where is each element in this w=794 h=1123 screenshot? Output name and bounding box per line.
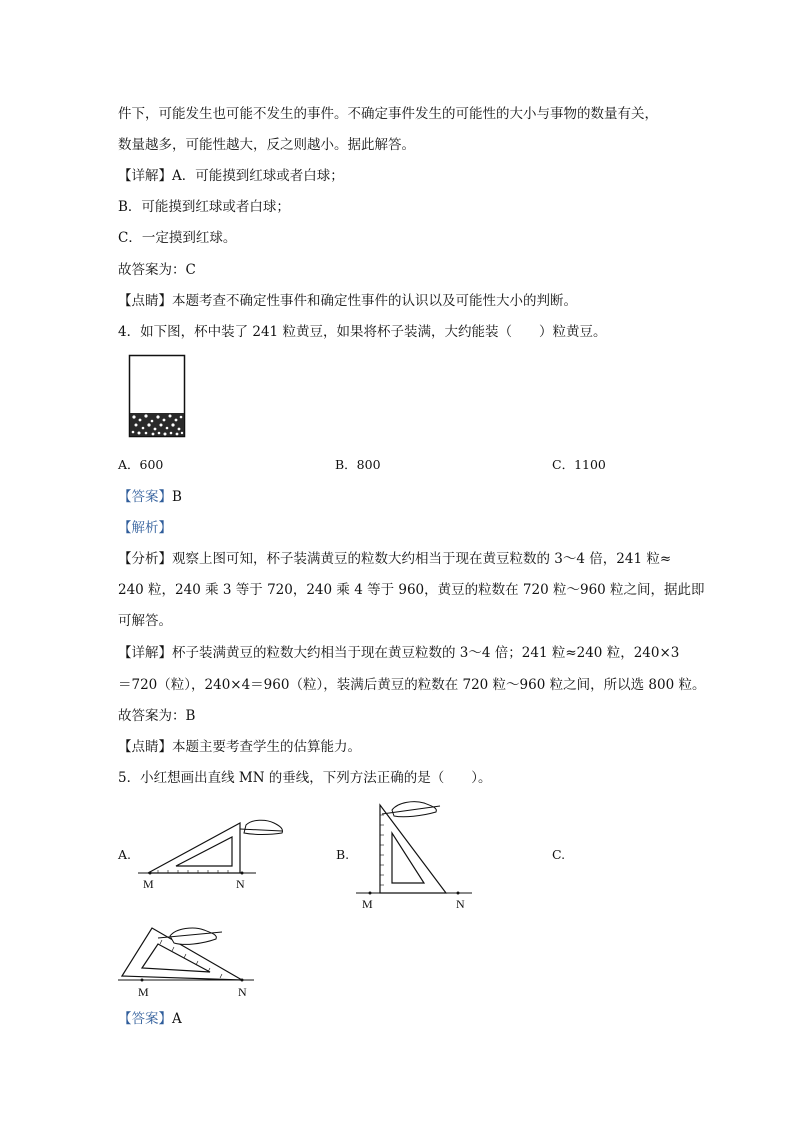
dianjing-tag: 【点睛】 <box>118 739 172 755</box>
detail-line: 【详解】A．可能摸到红球或者白球； <box>118 168 344 184</box>
question-5: 5．小红想画出直线 MN 的垂线，下列方法正确的是（ ）。 <box>118 770 492 786</box>
figure-c <box>118 922 258 1000</box>
answer-tag: 【答案】 <box>118 489 172 505</box>
text-line: B．可能摸到红球或者白球； <box>118 199 290 215</box>
answer-value: A <box>172 1011 182 1027</box>
text-line: ＝720（粒），240×4＝960（粒），装满后黄豆的粒数在 720 粒～960 粒之间，所以选 800 粒。 <box>118 677 706 693</box>
figure-b <box>356 800 476 912</box>
answer-value: B <box>172 489 182 505</box>
point-n-label: N <box>236 877 245 890</box>
option-a: A．600 <box>118 457 164 472</box>
dianjing-tag: 【点睛】 <box>118 293 172 309</box>
text-line: C．一定摸到红球。 <box>118 230 237 246</box>
text-line: 件下，可能发生也可能不发生的事件。不确定事件发生的可能性的大小与事物的数量有关， <box>118 106 658 122</box>
option-a-label: A. <box>118 847 132 862</box>
point-m-label: M <box>362 897 373 911</box>
dianjing-line: 【点睛】本题考查不确定性事件和确定性事件的认识以及可能性大小的判断。 <box>118 293 577 309</box>
option-c-label: C. <box>552 847 566 862</box>
text-line: 240 粒，240 乘 3 等于 720，240 乘 4 等于 960，黄豆的粒数在 720 粒～960 粒之间，据此即 <box>118 582 705 598</box>
cup-figure <box>128 354 188 440</box>
text-line: 可解答。 <box>118 613 172 629</box>
dianjing-line: 【点睛】本题主要考查学生的估算能力。 <box>118 739 361 755</box>
option-b: B．800 <box>335 457 381 472</box>
analysis-heading: 【解析】 <box>118 520 172 536</box>
fenxi-tag: 【分析】 <box>118 551 172 567</box>
text-line: 数量越多，可能性越大，反之则越小。据此解答。 <box>118 137 415 153</box>
figure-a <box>138 815 298 890</box>
conclusion-line: 故答案为：B <box>118 708 196 724</box>
answer-line <box>118 487 182 507</box>
xiangjie-line: 【详解】杯子装满黄豆的粒数大约相当于现在黄豆粒数的 3～4 倍；241 粒≈240 粒，240×3 <box>118 645 680 661</box>
question-4: 4．如下图，杯中装了 241 粒黄豆，如果将杯子装满，大约能装（ ）粒黄豆。 <box>118 324 607 340</box>
point-m-label: M <box>143 877 154 890</box>
point-m-label: M <box>138 985 149 999</box>
point-n-label: N <box>456 897 465 911</box>
detail-tag: 【详解】 <box>118 168 172 184</box>
point-n-label: N <box>238 985 247 999</box>
fenxi-line: 【分析】观察上图可知，杯子装满黄豆的粒数大约相当于现在黄豆粒数的 3～4 倍，241 粒≈ <box>118 551 672 567</box>
answer-tag: 【答案】 <box>118 1011 172 1027</box>
option-b-label: B. <box>336 847 350 862</box>
option-c: C．1100 <box>552 457 606 472</box>
xiangjie-tag: 【详解】 <box>118 645 172 661</box>
conclusion-line: 故答案为：C <box>118 262 196 278</box>
answer-line <box>118 1009 182 1029</box>
